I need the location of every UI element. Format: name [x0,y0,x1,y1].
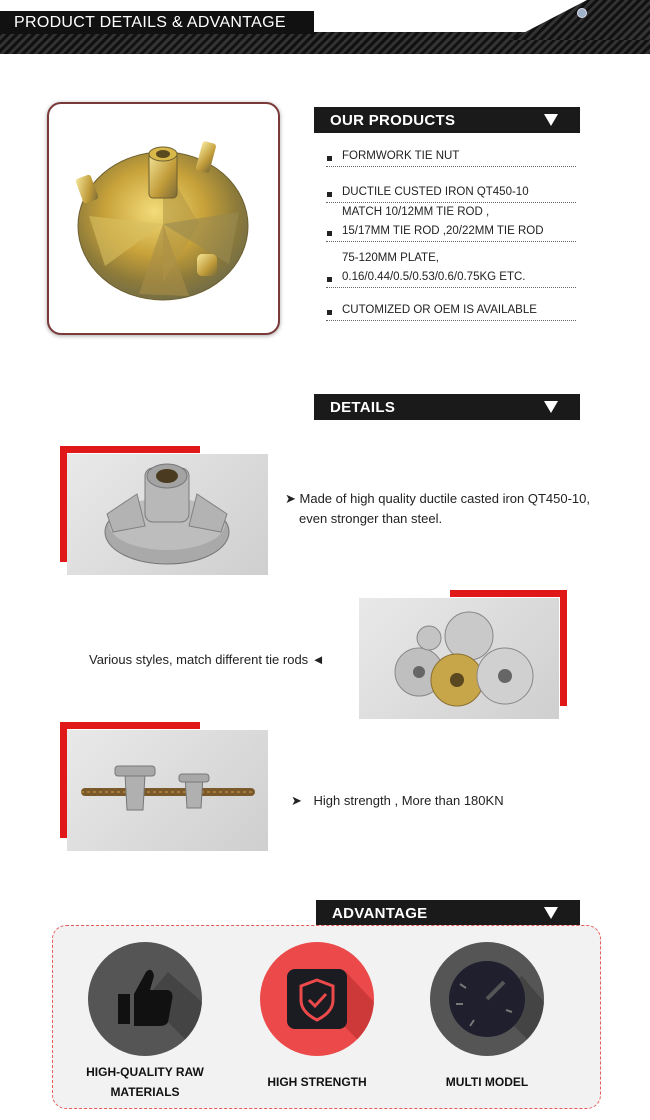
list-item-line [326,148,576,167]
multi-model-icon [430,942,544,1056]
advantage-label-line: HIGH STRENGTH [267,1075,367,1089]
list-item-line [326,204,576,223]
list-item-line [326,302,576,321]
list-item-text: MATCH 10/12MM TIE ROD , [342,206,490,218]
advantage-label-line: HIGH-QUALITY RAW [86,1065,204,1079]
bullet-icon [327,192,332,197]
advantage-label-line: MULTI MODEL [445,1075,529,1089]
list-item [326,148,576,167]
list-item [326,204,576,242]
list-item-text: 75-120MM PLATE, [342,252,439,264]
advantage-item-strength [260,942,374,1056]
advantage-panel [52,925,601,1109]
detail-text-3 [291,791,591,811]
details-title: DETAILS [330,399,396,416]
bullet-icon [327,310,332,315]
dropdown-arrow-icon[interactable] [544,401,558,413]
advantage-title: ADVANTAGE [332,905,428,922]
advantage-label [75,1062,215,1102]
our-products-title: OUR PRODUCTS [330,112,456,129]
detail-text-line: ➤ Made of high quality ductile casted iron QT450-10, [285,491,591,506]
advantage-item-materials [88,942,202,1056]
multiple-nuts-illustration [359,598,559,719]
advantage-label [247,1072,387,1092]
arrow-icon: ➤ [291,793,302,808]
thumbs-up-icon [88,942,202,1056]
detail-photo-nut [67,454,268,575]
list-item [326,250,576,288]
product-image [47,102,280,335]
page-title: PRODUCT DETAILS & ADVANTAGE [0,11,314,34]
bullet-icon [327,156,332,161]
bullet-icon [327,231,332,236]
details-bar [314,394,580,420]
detail-text-line: Various styles, match different tie rods ◄ [89,652,325,667]
tie-nut-illustration [49,104,278,333]
our-products-bar [314,107,580,133]
detail-text-2 [89,650,349,670]
advantage-label [417,1072,557,1092]
dropdown-arrow-icon[interactable] [544,114,558,126]
bullet-icon [327,277,332,282]
detail-text-1 [285,489,625,529]
detail-text-line: even stronger than steel. [299,511,443,526]
list-item [326,184,576,203]
header-corner-decoration [510,0,650,40]
shield-check-icon [260,942,374,1056]
advantage-bar [316,900,580,926]
detail-photo-tie-rod [67,730,268,851]
detail-text-line: High strength , More than 180KN [313,793,504,808]
list-item-line [326,223,576,242]
silver-nut-illustration [67,454,268,575]
dropdown-arrow-icon[interactable] [544,907,558,919]
tie-rod-illustration [67,730,268,851]
list-item [326,302,576,321]
list-item-text: FORMWORK TIE NUT [342,150,460,162]
list-item-text: DUCTILE CUSTED IRON QT450-10 [342,186,529,198]
list-item-line [326,184,576,203]
advantage-label-line: MATERIALS [110,1085,180,1099]
advantage-item-model [430,942,544,1056]
list-item-line [326,269,576,288]
list-item-text: CUTOMIZED OR OEM IS AVAILABLE [342,304,537,316]
list-item-text: 0.16/0.44/0.5/0.53/0.6/0.75KG ETC. [342,271,526,283]
list-item-text: 15/17MM TIE ROD ,20/22MM TIE ROD [342,225,544,237]
detail-photo-styles [359,598,559,719]
list-item-line [326,250,576,269]
header-dot-icon [577,8,587,18]
